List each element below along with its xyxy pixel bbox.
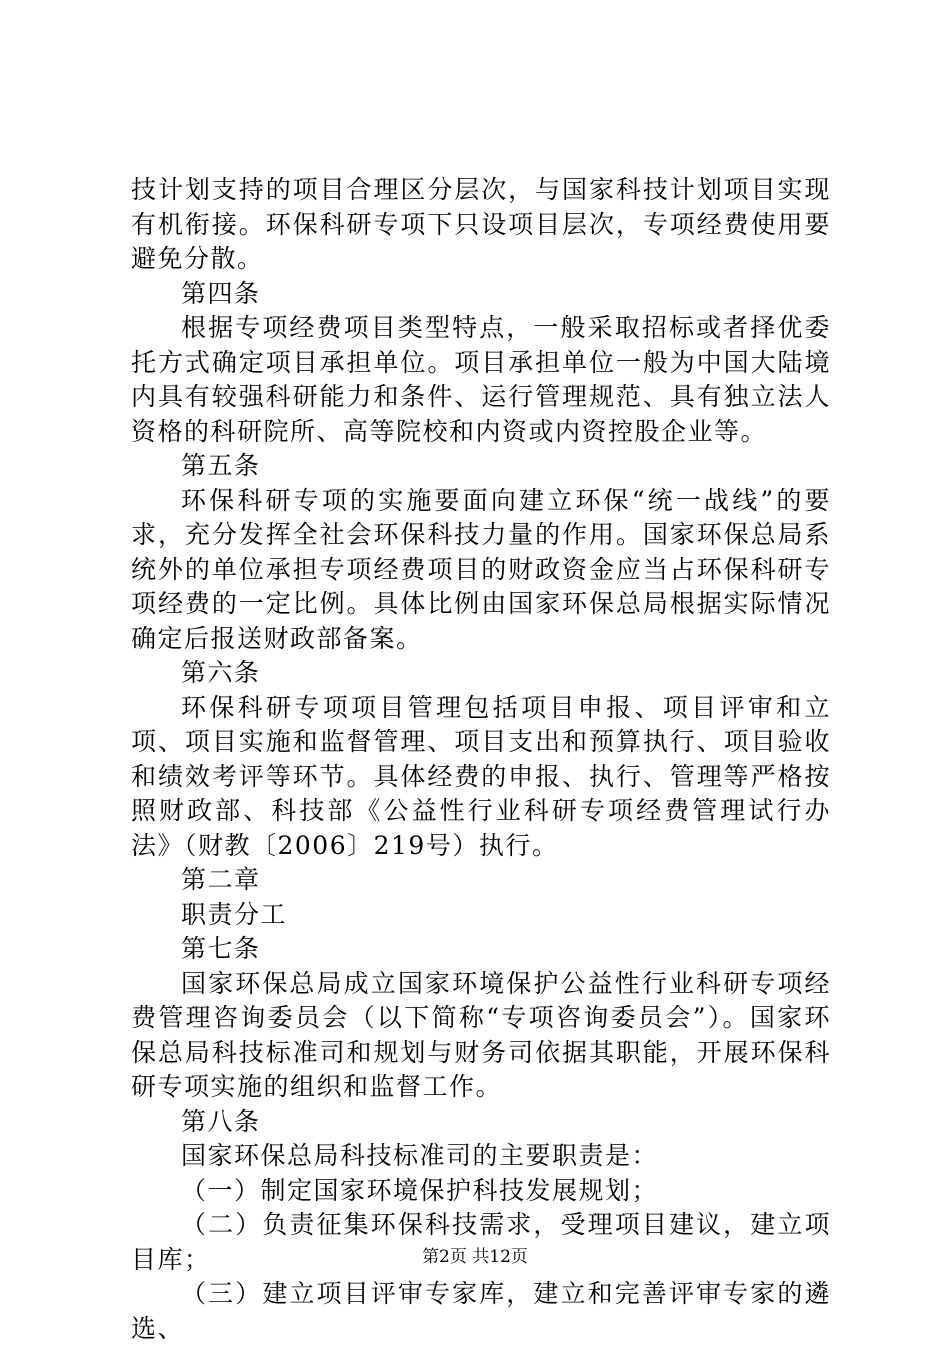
paragraph: 技计划支持的项目合理区分层次，与国家科技计划项目实现有机衔接。环保科研专项下只设项目层次，专项经费使用要避免分散。	[131, 175, 831, 273]
paragraph: 国家环保总局科技标准司的主要职责是：	[181, 1141, 659, 1170]
list-item: （一）制定国家环境保护科技发展规划；	[181, 1175, 659, 1205]
paragraph: 环保科研专项项目管理包括项目申报、项目评审和立项、项目实施和监督管理、项目支出和预算执行、项目验收和绩效考评等环节。具体经费的申报、执行、管理等严格按照财政部、科技部《公益性行业科研专项经费管理试行办法》（财教〔2006〕219号）执行。	[131, 692, 831, 860]
article-heading: 第四条	[181, 278, 261, 308]
article-heading: 第五条	[181, 451, 261, 480]
paragraph: 根据专项经费项目类型特点，一般采取招标或者择优委托方式确定项目承担单位。项目承担单位一般为中国大陆境内具有较强科研能力和条件、运行管理规范、具有独立法人资格的科研院所、高等院校和内资或内资控股企业等。	[131, 313, 831, 446]
chapter-title: 职责分工	[181, 899, 288, 929]
article-heading: 第六条	[181, 658, 261, 687]
paragraph: 环保科研专项的实施要面向建立环保“统一战线”的要求，充分发挥全社会环保科技力量的作用。国家环保总局系统外的单位承担专项经费项目的财政资金应当占环保科研专项经费的一定比例。具体比例由国家环保总局根据实际情况确定后报送财政部备案。	[131, 485, 831, 653]
list-item: （三）建立项目评审专家库，建立和完善评审专家的遴选、	[131, 1279, 831, 1343]
list-item: （二）负责征集环保科技需求，受理项目建议，建立项目库；	[131, 1210, 831, 1274]
article-heading: 第八条	[181, 1106, 261, 1136]
chapter-heading: 第二章	[181, 865, 261, 894]
article-heading: 第七条	[181, 934, 261, 963]
document-body	[131, 173, 831, 1346]
paragraph: 国家环保总局成立国家环境保护公益性行业科研专项经费管理咨询委员会（以下简称“专项咨询委员会”）。国家环保总局科技标准司和规划与财务司依据其职能，开展环保科研专项实施的组织和监督工作。	[131, 968, 831, 1101]
page-number: 第2页 共12页	[422, 1247, 528, 1267]
